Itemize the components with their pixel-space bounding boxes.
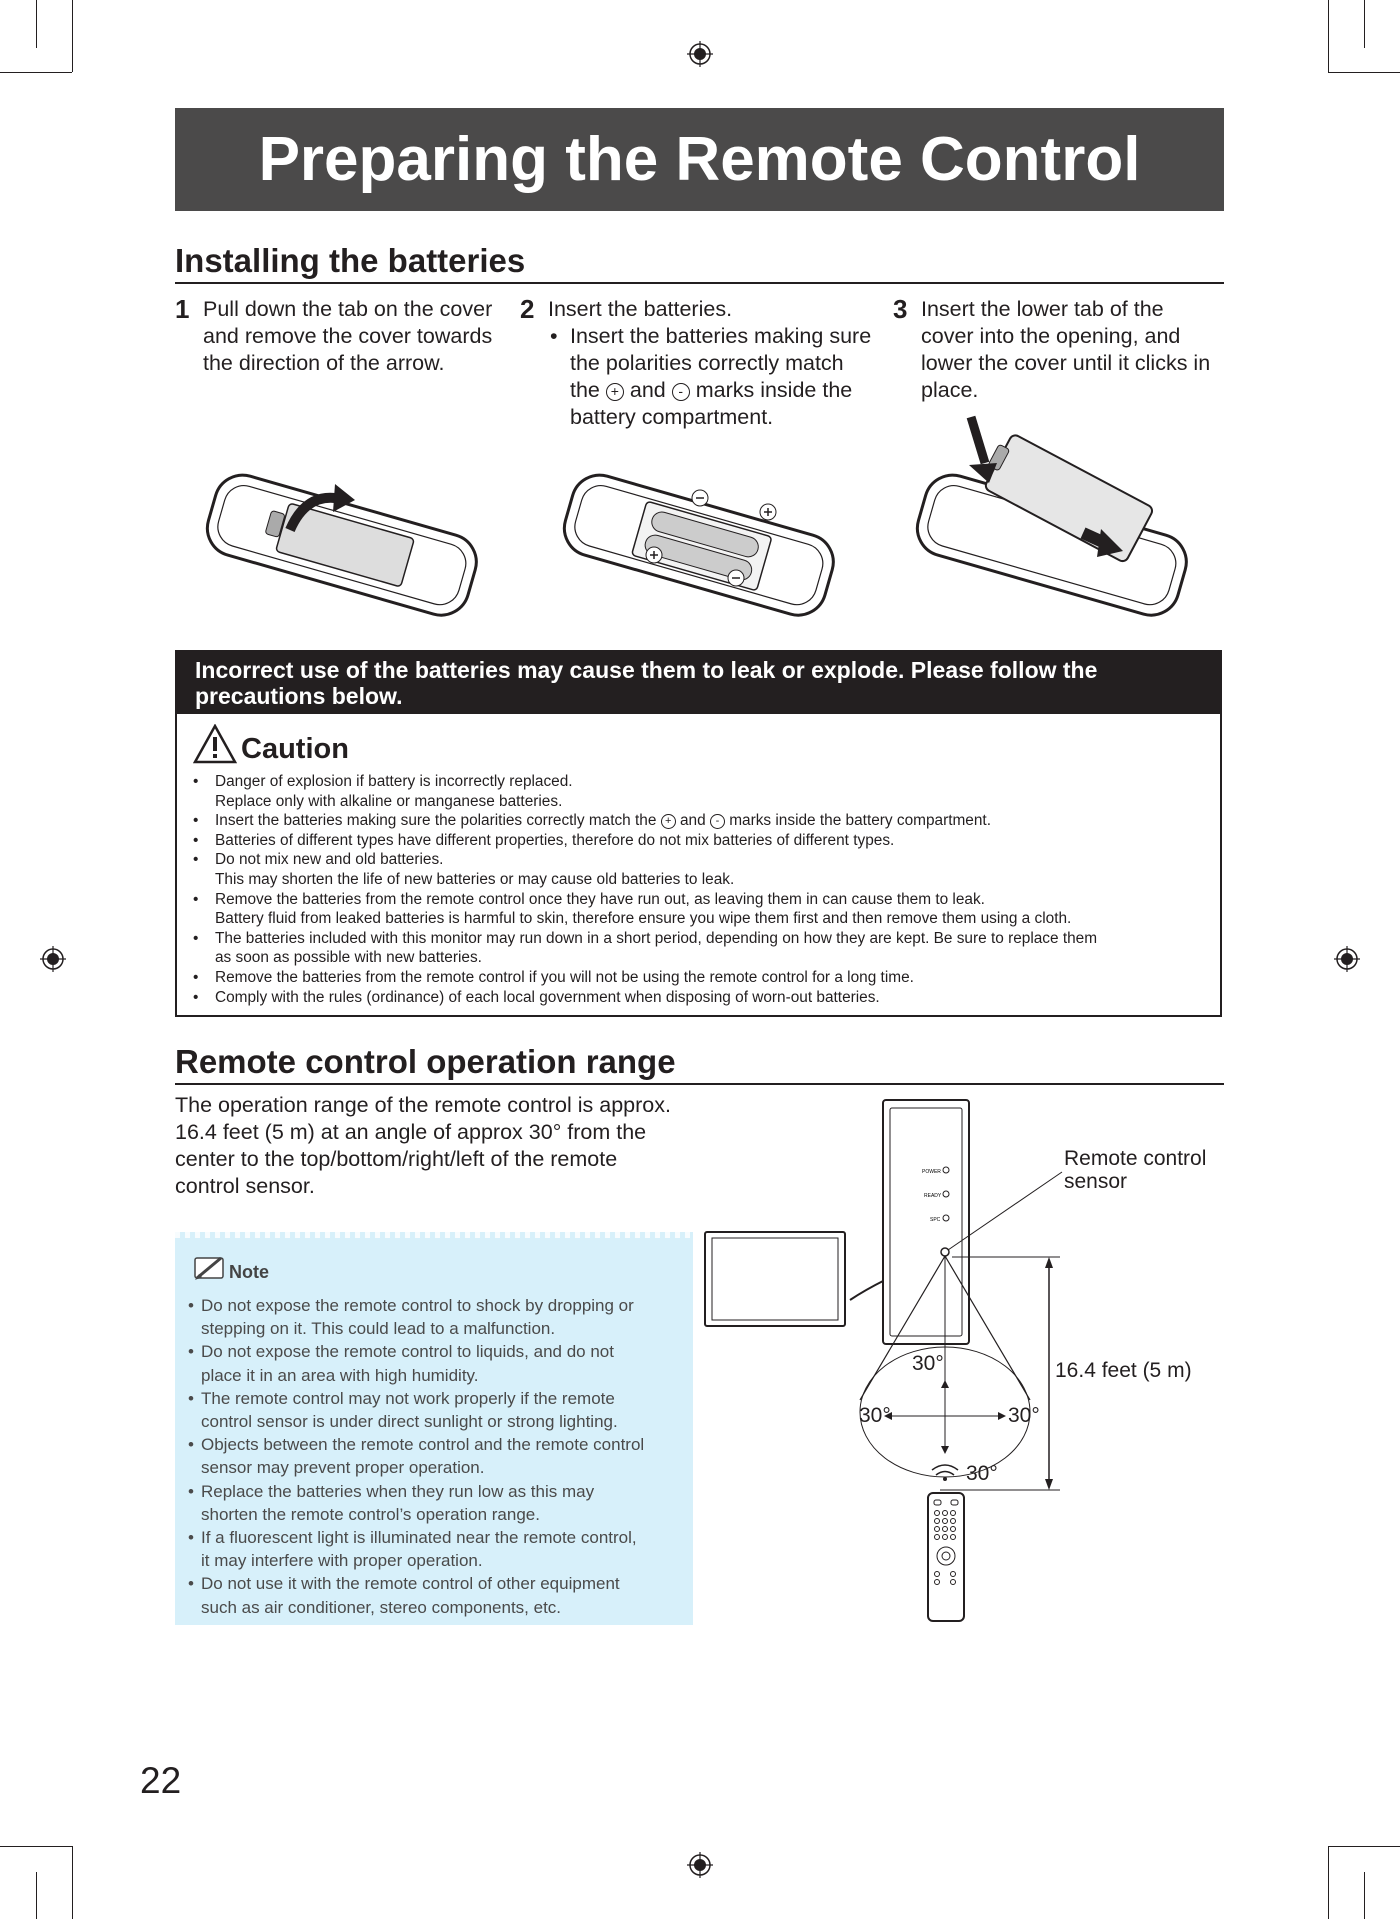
list-item: • The batteries included with this monitor may run down in a short period, depending on how they are kept. Be sure to replace them as soon as possible with new batteries.: [191, 929, 1210, 968]
step-text: lower the cover until it clicks in: [921, 351, 1211, 375]
caution-list: [191, 772, 1210, 1007]
installing-heading: Installing the batteries: [175, 242, 1224, 284]
angle-label: 30°: [966, 1462, 998, 1485]
decorative-border: [175, 1232, 693, 1238]
pencil-icon: [189, 1254, 229, 1282]
minus-icon: -: [672, 383, 690, 401]
crop-mark: [72, 0, 73, 72]
caution-title: Caution: [193, 724, 349, 766]
list-item: • Insert the batteries making sure the polarities correctly match the + and - marks inside the battery compartment.: [191, 811, 1210, 831]
list-item: • Do not expose the remote control to shock by dropping or stepping on it. This could lead to a malfunction.: [187, 1294, 687, 1340]
crop-mark: [72, 1846, 73, 1919]
list-item: • Insert the batteries making sure the polarities correctly match the + and - marks inside the battery compartment.: [548, 323, 890, 431]
warning-triangle-icon: [193, 724, 237, 764]
angle-label: 30°: [859, 1404, 891, 1427]
step-text: and remove the cover towards: [203, 324, 493, 348]
step-number: 2: [520, 294, 535, 324]
step-text: Insert the lower tab of the: [921, 297, 1164, 321]
step-number: 3: [893, 294, 908, 324]
warning-header: Incorrect use of the batteries may cause them to leak or explode. Please follow the precautions below.: [177, 652, 1220, 714]
angle-label: 30°: [912, 1352, 944, 1375]
list-item: • Danger of explosion if battery is incorrectly replaced. Replace only with alkaline or manganese batteries.: [191, 772, 1210, 811]
list-item: • Batteries of different types have different properties, therefore do not mix batteries of different types.: [191, 831, 1210, 851]
list-item: • Comply with the rules (ordinance) of each local government when disposing of worn-out batteries.: [191, 988, 1210, 1008]
crop-mark: [0, 1846, 72, 1847]
list-item: • Objects between the remote control and the remote control sensor may prevent proper operation.: [187, 1433, 687, 1479]
led-label: READY: [924, 1193, 942, 1199]
plus-icon: +: [661, 814, 676, 829]
crop-mark: [1364, 1872, 1365, 1919]
crop-mark: [1328, 72, 1400, 73]
registration-mark-icon: [1334, 946, 1360, 972]
range-description: The operation range of the remote control is approx. 16.4 feet (5 m) at an angle of approx 30° from the center to the top/bottom/right/left of the remote control sensor.: [175, 1093, 671, 1198]
list-item: • Remove the batteries from the remote control if you will not be using the remote control for a long time.: [191, 968, 1210, 988]
step-text: the direction of the arrow.: [203, 351, 445, 375]
distance-label: 16.4 feet (5 m): [1055, 1359, 1192, 1382]
note-list: [187, 1294, 687, 1619]
page-number: 22: [140, 1760, 182, 1801]
note-box: [175, 1232, 693, 1625]
crop-mark: [36, 1872, 37, 1919]
angle-label: 30°: [1008, 1404, 1040, 1427]
sensor-label: Remote control sensor: [1064, 1147, 1207, 1193]
crop-mark: [0, 72, 72, 73]
step-number: 1: [175, 294, 190, 324]
step-text: cover into the opening, and: [921, 324, 1181, 348]
list-item: • Do not use it with the remote control of other equipment such as air conditioner, stereo components, etc.: [187, 1572, 687, 1618]
step-text: Pull down the tab on the cover: [203, 297, 493, 321]
led-label: SPC: [930, 1217, 941, 1223]
remote-close-cover-illustration: [905, 405, 1210, 630]
crop-mark: [1364, 0, 1365, 48]
list-item: • If a fluorescent light is illuminated near the remote control, it may interfere with proper operation.: [187, 1526, 687, 1572]
led-label: POWER: [922, 1169, 941, 1175]
crop-mark: [36, 0, 37, 48]
list-item: • Replace the batteries when they run low as this may shorten the remote control’s operation range.: [187, 1480, 687, 1526]
remote-open-cover-illustration: [195, 460, 495, 630]
list-item: • The remote control may not work properly if the remote control sensor is under direct sunlight or strong lighting.: [187, 1387, 687, 1433]
list-item: • Remove the batteries from the remote control once they have run out, as leaving them in can cause them to leak. Battery fluid from leaked batteries is harmful to skin, therefore ensure you wipe them first and then remove them using a cloth.: [191, 890, 1210, 929]
range-heading: Remote control operation range: [175, 1043, 1224, 1085]
remote-insert-batteries-illustration: [552, 460, 852, 630]
list-item: • Do not expose the remote control to liquids, and do not place it in an area with high humidity.: [187, 1340, 687, 1386]
registration-mark-icon: [40, 946, 66, 972]
step-1: [175, 296, 505, 377]
registration-mark-icon: [687, 1852, 713, 1878]
step-text: place.: [921, 378, 979, 402]
battery-warning-box: [175, 650, 1222, 1017]
crop-mark: [1328, 0, 1329, 72]
step-3: [893, 296, 1233, 404]
list-item: • Do not mix new and old batteries. This may shorten the life of new batteries or may cause old batteries to leak.: [191, 850, 1210, 889]
note-title: Note: [189, 1254, 269, 1283]
minus-icon: -: [710, 814, 725, 829]
crop-mark: [1328, 1846, 1329, 1919]
page-title: Preparing the Remote Control: [175, 108, 1224, 211]
step-text: Insert the batteries.: [548, 297, 733, 321]
plus-icon: +: [606, 383, 624, 401]
crop-mark: [1328, 1846, 1400, 1847]
registration-mark-icon: [687, 41, 713, 67]
step-2: [520, 296, 890, 431]
